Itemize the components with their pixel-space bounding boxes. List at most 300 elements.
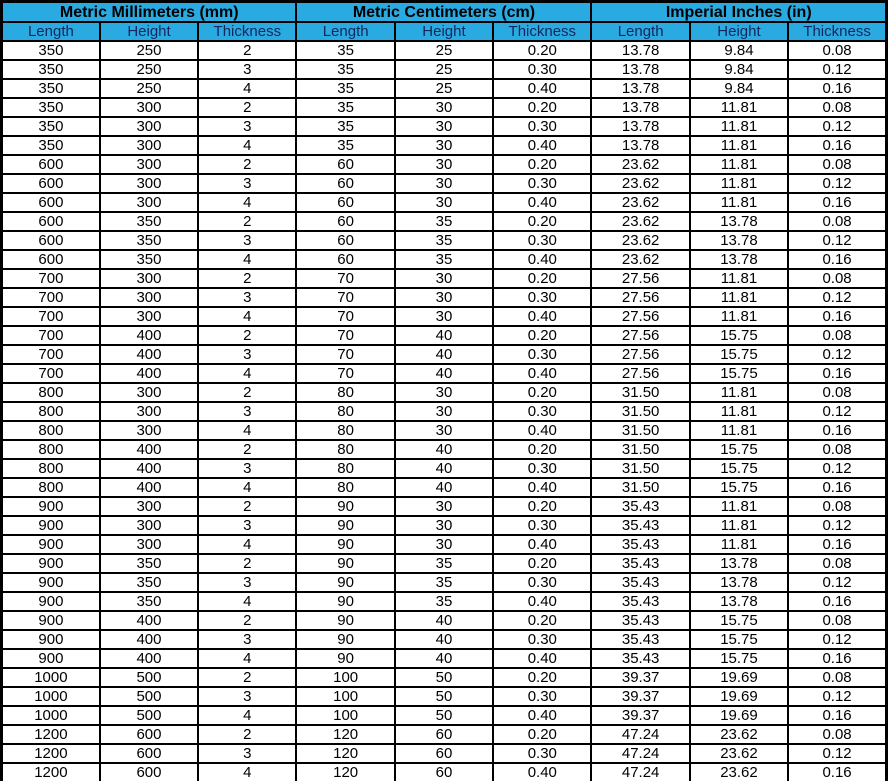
table-cell: 23.62 (591, 155, 689, 174)
table-row (2, 649, 887, 668)
table-cell: 90 (296, 497, 394, 516)
table-cell: 600 (100, 763, 198, 781)
table-cell: 60 (395, 763, 493, 781)
table-cell: 400 (100, 649, 198, 668)
table-cell: 0.08 (788, 725, 886, 744)
table-row (2, 155, 887, 174)
table-row (2, 174, 887, 193)
table-cell: 800 (2, 440, 100, 459)
table-cell: 15.75 (690, 345, 788, 364)
table-cell: 300 (100, 497, 198, 516)
column-header-cell: Height (690, 22, 788, 41)
table-cell: 0.08 (788, 326, 886, 345)
table-cell: 0.16 (788, 136, 886, 155)
table-cell: 350 (100, 592, 198, 611)
table-cell: 300 (100, 174, 198, 193)
table-cell: 0.12 (788, 345, 886, 364)
table-cell: 60 (296, 193, 394, 212)
table-cell: 15.75 (690, 611, 788, 630)
table-cell: 60 (296, 231, 394, 250)
table-cell: 9.84 (690, 60, 788, 79)
table-cell: 11.81 (690, 402, 788, 421)
table-row (2, 573, 887, 592)
table-cell: 39.37 (591, 687, 689, 706)
table-cell: 50 (395, 668, 493, 687)
table-cell: 0.40 (493, 763, 591, 781)
column-header-cell: Thickness (788, 22, 886, 41)
table-cell: 0.16 (788, 706, 886, 725)
table-cell: 35.43 (591, 573, 689, 592)
table-cell: 19.69 (690, 687, 788, 706)
table-cell: 60 (395, 744, 493, 763)
table-cell: 9.84 (690, 79, 788, 98)
table-cell: 4 (198, 136, 296, 155)
table-cell: 300 (100, 288, 198, 307)
table-cell: 300 (100, 535, 198, 554)
table-cell: 40 (395, 649, 493, 668)
group-header-cell: Imperial Inches (in) (591, 2, 886, 23)
table-cell: 31.50 (591, 421, 689, 440)
table-cell: 11.81 (690, 136, 788, 155)
table-row (2, 79, 887, 98)
table-cell: 0.16 (788, 763, 886, 781)
table-cell: 60 (395, 725, 493, 744)
table-cell: 0.30 (493, 60, 591, 79)
table-cell: 13.78 (591, 136, 689, 155)
table-cell: 2 (198, 668, 296, 687)
table-cell: 1000 (2, 668, 100, 687)
table-cell: 0.20 (493, 440, 591, 459)
column-header-cell: Height (395, 22, 493, 41)
table-cell: 11.81 (690, 288, 788, 307)
table-cell: 0.08 (788, 98, 886, 117)
table-cell: 35 (395, 231, 493, 250)
table-cell: 100 (296, 687, 394, 706)
table-cell: 35 (395, 573, 493, 592)
table-cell: 400 (100, 326, 198, 345)
table-row (2, 402, 887, 421)
table-cell: 27.56 (591, 307, 689, 326)
table-cell: 0.40 (493, 136, 591, 155)
table-cell: 350 (2, 117, 100, 136)
table-cell: 0.30 (493, 459, 591, 478)
table-cell: 120 (296, 763, 394, 781)
table-cell: 0.30 (493, 744, 591, 763)
table-row (2, 288, 887, 307)
table-cell: 0.16 (788, 421, 886, 440)
table-cell: 0.30 (493, 402, 591, 421)
table-cell: 300 (100, 383, 198, 402)
table-cell: 600 (2, 155, 100, 174)
table-cell: 300 (100, 117, 198, 136)
table-cell: 40 (395, 440, 493, 459)
table-row (2, 497, 887, 516)
table-cell: 30 (395, 497, 493, 516)
table-cell: 13.78 (591, 117, 689, 136)
table-cell: 350 (2, 60, 100, 79)
table-cell: 30 (395, 98, 493, 117)
table-cell: 35 (296, 79, 394, 98)
table-cell: 3 (198, 573, 296, 592)
table-cell: 400 (100, 364, 198, 383)
table-cell: 0.20 (493, 155, 591, 174)
table-row (2, 345, 887, 364)
table-cell: 350 (2, 98, 100, 117)
table-cell: 2 (198, 383, 296, 402)
table-cell: 9.84 (690, 41, 788, 60)
table-cell: 0.20 (493, 668, 591, 687)
table-cell: 120 (296, 744, 394, 763)
group-header-cell: Metric Centimeters (cm) (296, 2, 591, 23)
table-row (2, 611, 887, 630)
table-cell: 600 (2, 231, 100, 250)
table-cell: 40 (395, 459, 493, 478)
unit-group-header-row (2, 2, 887, 23)
table-cell: 400 (100, 478, 198, 497)
table-cell: 0.40 (493, 193, 591, 212)
table-cell: 25 (395, 79, 493, 98)
table-cell: 0.16 (788, 79, 886, 98)
table-cell: 0.30 (493, 174, 591, 193)
table-cell: 600 (2, 193, 100, 212)
table-cell: 13.78 (690, 231, 788, 250)
column-header-cell: Thickness (198, 22, 296, 41)
table-cell: 0.08 (788, 440, 886, 459)
table-cell: 0.40 (493, 307, 591, 326)
table-cell: 31.50 (591, 402, 689, 421)
table-cell: 400 (100, 630, 198, 649)
table-cell: 800 (2, 459, 100, 478)
table-cell: 0.20 (493, 497, 591, 516)
table-cell: 0.20 (493, 554, 591, 573)
table-row (2, 440, 887, 459)
table-row (2, 421, 887, 440)
table-row (2, 687, 887, 706)
table-cell: 90 (296, 611, 394, 630)
table-cell: 11.81 (690, 307, 788, 326)
table-cell: 60 (296, 250, 394, 269)
table-cell: 350 (100, 250, 198, 269)
table-cell: 600 (2, 250, 100, 269)
table-cell: 30 (395, 307, 493, 326)
table-cell: 35.43 (591, 630, 689, 649)
table-cell: 350 (100, 212, 198, 231)
table-cell: 70 (296, 364, 394, 383)
table-cell: 300 (100, 98, 198, 117)
table-cell: 350 (100, 554, 198, 573)
table-cell: 600 (100, 725, 198, 744)
table-cell: 1200 (2, 744, 100, 763)
table-cell: 50 (395, 706, 493, 725)
table-cell: 700 (2, 364, 100, 383)
table-cell: 11.81 (690, 117, 788, 136)
table-cell: 47.24 (591, 744, 689, 763)
table-cell: 90 (296, 554, 394, 573)
table-cell: 3 (198, 60, 296, 79)
table-cell: 35.43 (591, 497, 689, 516)
table-cell: 300 (100, 307, 198, 326)
table-cell: 27.56 (591, 288, 689, 307)
table-cell: 23.62 (591, 174, 689, 193)
table-cell: 31.50 (591, 440, 689, 459)
table-cell: 50 (395, 687, 493, 706)
table-row (2, 478, 887, 497)
table-row (2, 725, 887, 744)
table-cell: 0.16 (788, 478, 886, 497)
table-cell: 0.20 (493, 725, 591, 744)
table-cell: 120 (296, 725, 394, 744)
table-cell: 4 (198, 307, 296, 326)
table-cell: 0.40 (493, 592, 591, 611)
table-cell: 0.20 (493, 98, 591, 117)
table-cell: 3 (198, 288, 296, 307)
table-cell: 13.78 (690, 592, 788, 611)
table-cell: 900 (2, 554, 100, 573)
table-cell: 500 (100, 706, 198, 725)
table-cell: 70 (296, 288, 394, 307)
table-cell: 500 (100, 668, 198, 687)
table-cell: 0.40 (493, 79, 591, 98)
table-cell: 0.16 (788, 193, 886, 212)
table-cell: 35.43 (591, 535, 689, 554)
table-cell: 3 (198, 630, 296, 649)
table-cell: 0.20 (493, 41, 591, 60)
table-cell: 80 (296, 440, 394, 459)
table-cell: 700 (2, 345, 100, 364)
table-cell: 300 (100, 402, 198, 421)
table-cell: 15.75 (690, 478, 788, 497)
table-cell: 0.08 (788, 41, 886, 60)
table-cell: 11.81 (690, 174, 788, 193)
table-cell: 0.08 (788, 383, 886, 402)
table-cell: 350 (100, 231, 198, 250)
table-cell: 700 (2, 326, 100, 345)
table-cell: 11.81 (690, 269, 788, 288)
table-cell: 0.12 (788, 117, 886, 136)
table-cell: 500 (100, 687, 198, 706)
table-cell: 300 (100, 155, 198, 174)
table-cell: 35.43 (591, 611, 689, 630)
table-cell: 0.20 (493, 212, 591, 231)
table-cell: 11.81 (690, 516, 788, 535)
table-cell: 2 (198, 554, 296, 573)
table-cell: 0.12 (788, 402, 886, 421)
table-cell: 4 (198, 763, 296, 781)
table-cell: 0.16 (788, 592, 886, 611)
table-row (2, 326, 887, 345)
table-cell: 900 (2, 535, 100, 554)
table-cell: 15.75 (690, 649, 788, 668)
table-cell: 4 (198, 535, 296, 554)
table-row (2, 592, 887, 611)
table-cell: 13.78 (591, 41, 689, 60)
table-cell: 400 (100, 345, 198, 364)
table-cell: 11.81 (690, 497, 788, 516)
table-cell: 800 (2, 402, 100, 421)
table-cell: 0.12 (788, 687, 886, 706)
table-cell: 90 (296, 649, 394, 668)
table-cell: 30 (395, 516, 493, 535)
table-row (2, 136, 887, 155)
table-cell: 23.62 (690, 763, 788, 781)
table-cell: 30 (395, 288, 493, 307)
table-cell: 1200 (2, 763, 100, 781)
table-row (2, 516, 887, 535)
table-cell: 900 (2, 592, 100, 611)
table-cell: 13.78 (690, 212, 788, 231)
table-cell: 0.30 (493, 630, 591, 649)
table-cell: 0.40 (493, 250, 591, 269)
table-cell: 2 (198, 725, 296, 744)
table-cell: 300 (100, 193, 198, 212)
table-cell: 47.24 (591, 763, 689, 781)
table-row (2, 459, 887, 478)
table-cell: 2 (198, 326, 296, 345)
table-cell: 80 (296, 459, 394, 478)
table-cell: 30 (395, 193, 493, 212)
table-cell: 70 (296, 307, 394, 326)
table-row (2, 231, 887, 250)
table-cell: 30 (395, 269, 493, 288)
table-cell: 80 (296, 478, 394, 497)
group-header-cell: Metric Millimeters (mm) (2, 2, 297, 23)
table-row (2, 668, 887, 687)
table-cell: 0.12 (788, 231, 886, 250)
table-cell: 600 (2, 174, 100, 193)
table-cell: 3 (198, 687, 296, 706)
table-cell: 0.40 (493, 535, 591, 554)
table-cell: 4 (198, 364, 296, 383)
table-cell: 11.81 (690, 535, 788, 554)
table-cell: 0.08 (788, 269, 886, 288)
table-cell: 2 (198, 611, 296, 630)
table-cell: 900 (2, 630, 100, 649)
table-cell: 700 (2, 307, 100, 326)
column-header-cell: Thickness (493, 22, 591, 41)
table-cell: 13.78 (690, 573, 788, 592)
table-cell: 300 (100, 136, 198, 155)
table-cell: 39.37 (591, 706, 689, 725)
table-cell: 0.20 (493, 326, 591, 345)
table-cell: 90 (296, 592, 394, 611)
table-row (2, 193, 887, 212)
table-cell: 3 (198, 345, 296, 364)
table-cell: 23.62 (591, 250, 689, 269)
table-cell: 0.20 (493, 383, 591, 402)
table-cell: 19.69 (690, 668, 788, 687)
table-cell: 35 (296, 117, 394, 136)
table-cell: 4 (198, 649, 296, 668)
table-cell: 0.16 (788, 364, 886, 383)
table-cell: 0.30 (493, 288, 591, 307)
table-cell: 700 (2, 288, 100, 307)
table-cell: 600 (100, 744, 198, 763)
table-cell: 600 (2, 212, 100, 231)
table-row (2, 383, 887, 402)
column-header-cell: Length (296, 22, 394, 41)
table-cell: 0.16 (788, 649, 886, 668)
table-cell: 0.12 (788, 174, 886, 193)
table-cell: 60 (296, 212, 394, 231)
table-cell: 70 (296, 326, 394, 345)
table-row (2, 744, 887, 763)
table-cell: 0.40 (493, 478, 591, 497)
table-cell: 0.30 (493, 231, 591, 250)
table-cell: 15.75 (690, 440, 788, 459)
table-row (2, 98, 887, 117)
table-cell: 100 (296, 668, 394, 687)
table-cell: 35.43 (591, 649, 689, 668)
table-cell: 11.81 (690, 383, 788, 402)
table-cell: 35 (296, 60, 394, 79)
table-cell: 0.40 (493, 421, 591, 440)
table-row (2, 630, 887, 649)
table-cell: 3 (198, 744, 296, 763)
table-cell: 1000 (2, 687, 100, 706)
table-cell: 30 (395, 383, 493, 402)
table-cell: 35.43 (591, 554, 689, 573)
table-cell: 11.81 (690, 193, 788, 212)
table-cell: 35 (395, 554, 493, 573)
table-cell: 1200 (2, 725, 100, 744)
table-cell: 23.62 (591, 212, 689, 231)
table-cell: 40 (395, 478, 493, 497)
table-cell: 0.40 (493, 649, 591, 668)
table-cell: 0.08 (788, 611, 886, 630)
table-cell: 350 (100, 573, 198, 592)
table-cell: 0.30 (493, 687, 591, 706)
table-cell: 0.08 (788, 212, 886, 231)
table-cell: 13.78 (591, 98, 689, 117)
table-cell: 13.78 (690, 250, 788, 269)
table-cell: 35 (296, 41, 394, 60)
table-cell: 2 (198, 98, 296, 117)
table-cell: 30 (395, 136, 493, 155)
table-cell: 23.62 (591, 193, 689, 212)
table-cell: 2 (198, 440, 296, 459)
table-cell: 700 (2, 269, 100, 288)
table-cell: 0.12 (788, 516, 886, 535)
column-header-cell: Length (591, 22, 689, 41)
table-cell: 23.62 (591, 231, 689, 250)
table-cell: 13.78 (591, 60, 689, 79)
table-cell: 90 (296, 630, 394, 649)
conversion-table-body (2, 41, 887, 781)
table-cell: 4 (198, 79, 296, 98)
table-row (2, 212, 887, 231)
table-cell: 250 (100, 79, 198, 98)
table-cell: 800 (2, 383, 100, 402)
column-header-cell: Length (2, 22, 100, 41)
table-cell: 27.56 (591, 326, 689, 345)
table-cell: 0.30 (493, 345, 591, 364)
table-cell: 3 (198, 459, 296, 478)
table-cell: 2 (198, 269, 296, 288)
table-cell: 100 (296, 706, 394, 725)
table-cell: 30 (395, 402, 493, 421)
table-cell: 23.62 (690, 744, 788, 763)
table-row (2, 117, 887, 136)
table-cell: 40 (395, 611, 493, 630)
table-cell: 13.78 (591, 79, 689, 98)
table-cell: 11.81 (690, 155, 788, 174)
table-cell: 400 (100, 611, 198, 630)
table-cell: 0.12 (788, 744, 886, 763)
table-cell: 250 (100, 41, 198, 60)
table-cell: 30 (395, 174, 493, 193)
table-cell: 31.50 (591, 383, 689, 402)
table-cell: 60 (296, 174, 394, 193)
